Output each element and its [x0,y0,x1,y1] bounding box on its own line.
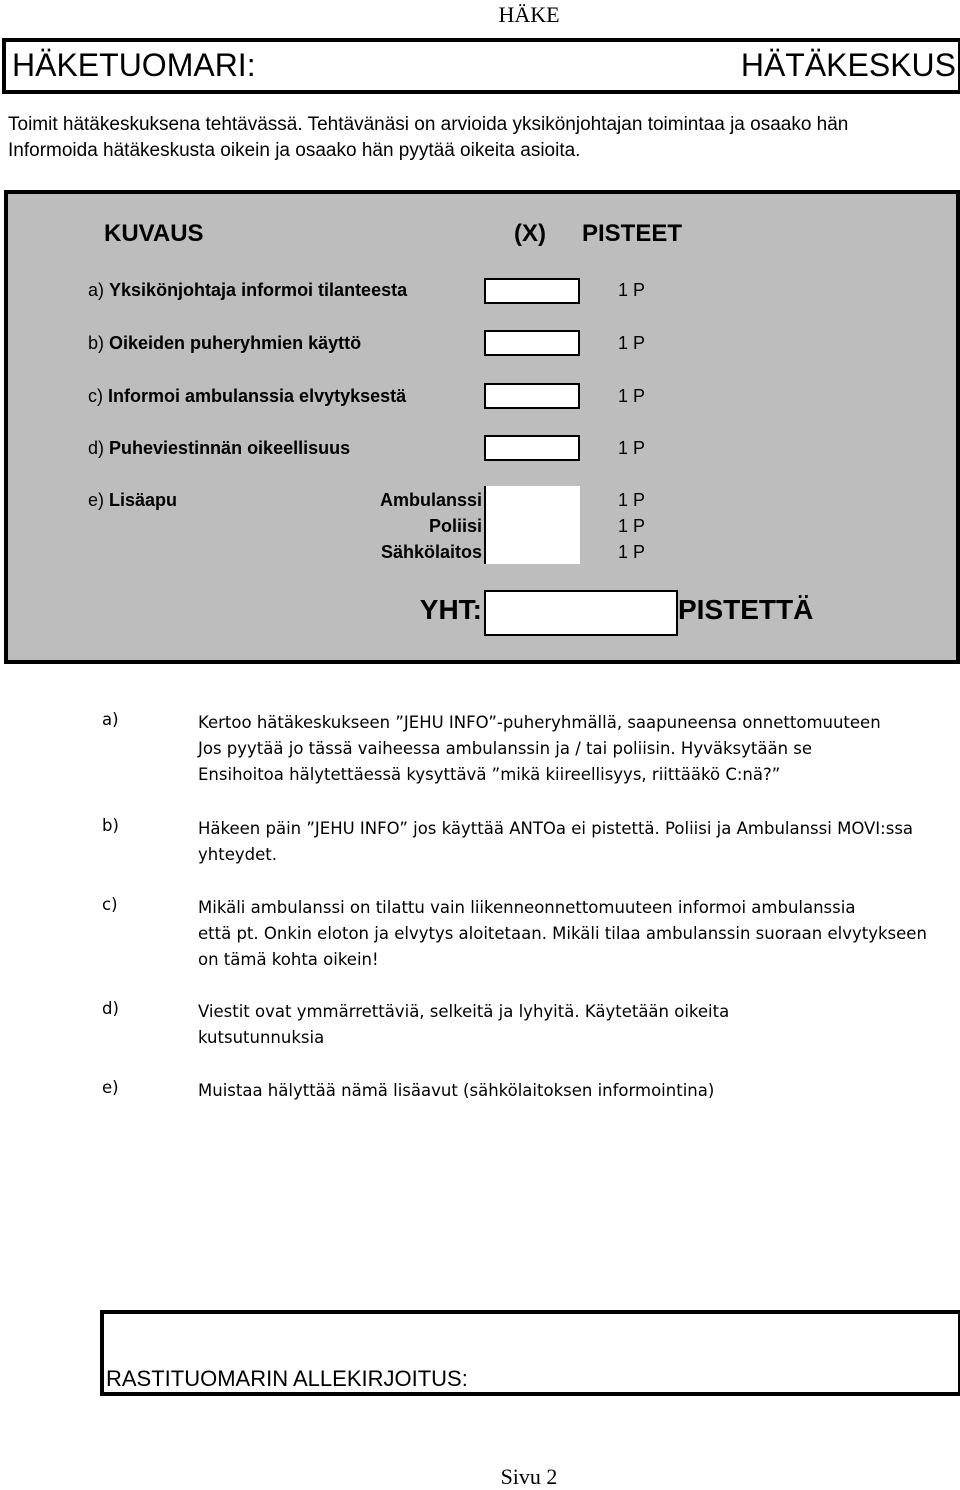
note-line: kutsutunnuksia [198,1028,325,1047]
note-line: että pt. Onkin eloton ja elvytys aloitetaan. Mikäli tilaa ambulanssin suoraan elvytykseen [198,924,927,943]
note-text [198,1078,938,1104]
extra-item-ambulance: Ambulanssi [379,490,482,510]
column-header-description: KUVAUS [104,220,204,247]
note-line: Häkeen päin ”JEHU INFO” jos käyttää ANTOa ei pistettä. Poliisi ja Ambulanssi MOVI:ssa [198,819,914,838]
note-letter: d) [102,999,119,1018]
note-text [198,816,938,868]
row-points: 1 P [618,333,646,353]
score-row-b [88,333,361,354]
row-letter: e) [88,490,105,510]
row-letter: a) [88,280,105,300]
note-letter: c) [102,895,118,914]
note-line: Ensihoitoa hälytettäessä kysyttävä ”mikä kiireellisyys, riittääkö C:nä?” [198,765,781,784]
judge-title: HÄKETUOMARI: [12,47,256,83]
note-text [198,999,938,1051]
row-letter: d) [88,438,105,458]
mark-box-b[interactable] [484,330,580,356]
row-points: 1 P [618,438,646,458]
row-letter: c) [88,386,103,406]
column-header-points: PISTEET [582,220,683,247]
row-letter: b) [88,333,105,353]
extra-item-police: Poliisi [428,516,482,536]
extra-item-power-company: Sähkölaitos [380,542,482,562]
station-title: HÄTÄKESKUS [740,47,956,83]
row-label: Yksikönjohtaja informoi tilanteesta [109,280,408,300]
note-line: Muistaa hälyttää nämä lisäavut (sähkölaitoksen informointina) [198,1081,715,1100]
intro-line: Toimit hätäkeskuksena tehtävässä. Tehtävänäsi on arvioida yksikönjohtajan toimintaa ja osaako hän [8,114,849,135]
total-box[interactable] [484,590,678,636]
note-letter: b) [102,816,119,835]
score-row-e [88,490,177,511]
row-label: Informoi ambulanssia elvytyksestä [108,386,407,406]
mark-box-d[interactable] [484,435,580,461]
intro-line: Informoida hätäkeskusta oikein ja osaako hän pyytää oikeita asioita. [8,140,581,161]
note-line: on tämä kohta oikein! [198,950,379,969]
note-line: Jos pyytää jo tässä vaiheessa ambulanssin ja / tai poliisin. Hyväksytään se [198,739,813,758]
total-label: YHT: [419,594,482,625]
row-label: Lisäapu [109,490,178,510]
note-text [198,895,938,973]
mark-box-c[interactable] [484,383,580,409]
mark-box-a[interactable] [484,278,580,304]
note-line: Mikäli ambulanssi on tilattu vain liikenneonnettomuuteen informoi ambulanssia [198,898,856,917]
intro-text [8,112,948,164]
title-bar [2,38,960,94]
row-points: 1 P [618,490,646,510]
note-line: Viestit ovat ymmärrettäviä, selkeitä ja lyhyitä. Käytetään oikeita [198,1002,730,1021]
score-row-c [88,386,406,407]
column-header-mark: (X) [514,220,546,247]
row-label: Oikeiden puheryhmien käyttö [109,333,362,353]
note-text [198,710,938,788]
mark-box-e[interactable] [484,486,580,564]
score-panel [4,190,960,664]
note-letter: e) [102,1078,119,1097]
note-line: Kertoo hätäkeskukseen ”JEHU INFO”-puheryhmällä, saapuneensa onnettomuuteen [198,713,881,732]
score-row-a [88,280,407,301]
page-header: HÄKE [498,2,560,27]
signature-label: RASTITUOMARIN ALLEKIRJOITUS: [106,1366,468,1391]
page-number: Sivu 2 [500,1464,558,1489]
row-points: 1 P [618,386,646,406]
signature-box[interactable] [100,1310,960,1396]
total-unit: PISTETTÄ [678,594,814,625]
row-points: 1 P [618,280,646,300]
note-letter: a) [102,710,119,729]
row-points: 1 P [618,542,646,562]
score-row-d [88,438,350,459]
row-label: Puheviestinnän oikeellisuus [109,438,351,458]
row-points: 1 P [618,516,646,536]
note-line: yhteydet. [198,845,277,864]
